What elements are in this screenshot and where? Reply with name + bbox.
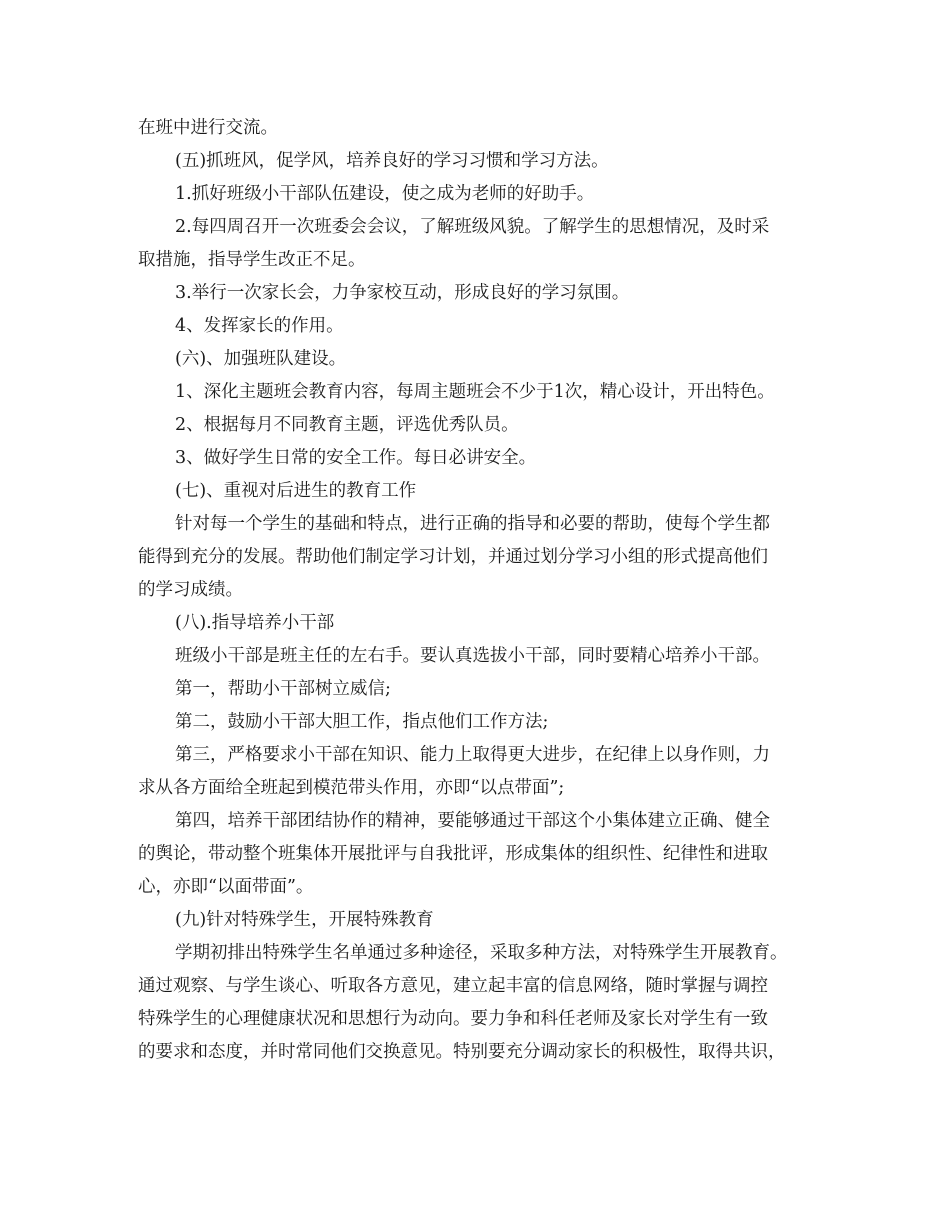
paragraph-line: 的学习成绩。 <box>138 580 243 600</box>
list-item: 2、根据每月不同教育主题，评选优秀队员。 <box>175 415 519 435</box>
paragraph-line: 的要求和态度，并时常同他们交换意见。特别要充分调动家长的积极性，取得共识， <box>138 1042 786 1062</box>
section-heading: (九)针对特殊学生，开展特殊教育 <box>175 910 434 930</box>
paragraph-line: 的舆论，带动整个班集体开展批评与自我批评，形成集体的组织性、纪律性和进取 <box>138 844 768 864</box>
list-item: 1.抓好班级小干部队伍建设，使之成为老师的好助手。 <box>175 184 595 204</box>
paragraph-line: 班级小干部是班主任的左右手。要认真选拔小干部，同时要精心培养小干部。 <box>175 646 770 666</box>
paragraph-line: 学期初排出特殊学生名单通过多种途径，采取多种方法，对特殊学生开展教育。 <box>175 943 788 963</box>
list-item: 第一，帮助小干部树立威信; <box>175 679 391 699</box>
section-heading: (六)、加强班队建设。 <box>175 349 347 369</box>
list-item: 3.举行一次家长会，力争家校互动，形成良好的学习氛围。 <box>175 283 630 303</box>
paragraph-line: 特殊学生的心理健康状况和思想行为动向。要力争和科任老师及家长对学生有一致 <box>138 1009 768 1029</box>
section-heading: (八).指导培养小干部 <box>175 613 335 633</box>
text-line: 在班中进行交流。 <box>138 118 278 138</box>
list-item: 4、发挥家长的作用。 <box>175 316 344 336</box>
paragraph-line: 针对每一个学生的基础和特点，进行正确的指导和必要的帮助，使每个学生都 <box>175 514 770 534</box>
paragraph-line: 心，亦即“以面带面”。 <box>138 877 314 897</box>
paragraph-line: 通过观察、与学生谈心、听取各方意见，建立起丰富的信息网络，随时掌握与调控 <box>138 976 768 996</box>
list-item: 3、做好学生日常的安全工作。每日必讲安全。 <box>175 448 537 468</box>
list-item: 1、深化主题班会教育内容，每周主题班会不少于1次，精心设计，开出特色。 <box>175 382 775 402</box>
list-item: 第二，鼓励小干部大胆工作，指点他们工作方法; <box>175 712 549 732</box>
paragraph-line: 能得到充分的发展。帮助他们制定学习计划，并通过划分学习小组的形式提高他们 <box>138 547 768 567</box>
document-body <box>138 112 828 1069</box>
section-heading: (五)抓班风，促学风，培养良好的学习习惯和学习方法。 <box>175 151 609 171</box>
text-line: 取措施，指导学生改正不足。 <box>138 250 366 270</box>
list-item: 2.每四周召开一次班委会会议，了解班级风貌。了解学生的思想情况，及时采 <box>175 217 770 237</box>
list-item: 第三，严格要求小干部在知识、能力上取得更大进步，在纪律上以身作则，力 <box>175 745 770 765</box>
list-item: 第四，培养干部团结协作的精神，要能够通过干部这个小集体建立正确、健全 <box>175 811 770 831</box>
section-heading: (七)、重视对后进生的教育工作 <box>175 481 417 501</box>
paragraph-line: 求从各方面给全班起到模范带头作用，亦即“以点带面”; <box>138 778 565 798</box>
